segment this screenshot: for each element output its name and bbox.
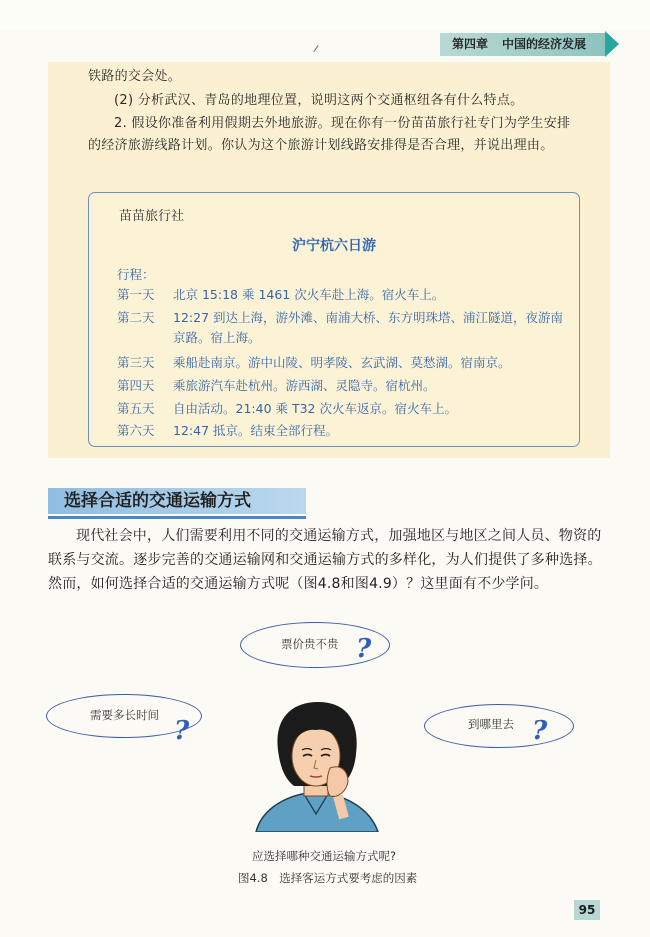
pencil-mark	[313, 45, 318, 52]
day-text: 自由活动。21:40 乘 T32 次火车返京。宿火车上。	[173, 401, 457, 416]
question-mark-icon: ?	[532, 716, 548, 746]
day-text: 北京 15:18 乘 1461 次火车赴上海。宿火车上。	[173, 287, 445, 302]
day-text: 乘船赴南京。游中山陵、明孝陵、玄武湖、莫愁湖。宿南京。	[173, 355, 511, 370]
day-label: 第六天	[117, 423, 155, 438]
figure-question: 应选择哪种交通运输方式呢?	[252, 849, 397, 863]
section-heading-underline	[48, 516, 306, 519]
day-text: 12:47 抵京。结束全部行程。	[173, 423, 338, 438]
day-label: 第三天	[117, 355, 155, 370]
thinking-woman-illustration	[248, 698, 384, 832]
chapter-number: 第四章	[452, 37, 489, 51]
bubble-text-time: 需要多长时间	[90, 708, 159, 722]
itinerary-box	[88, 192, 580, 447]
chapter-title: 中国的经济发展	[502, 37, 587, 51]
figure-caption: 图4.8 选择客运方式要考虑的因素	[238, 871, 418, 885]
agency-name: 苗苗旅行社	[119, 209, 185, 224]
page-number: 95	[574, 900, 600, 920]
question-mark-icon: ?	[356, 634, 372, 664]
itinerary-label: 行程：	[117, 267, 155, 282]
exercise-line-1: 铁路的交会处。	[88, 69, 182, 84]
day-label: 第五天	[117, 401, 155, 416]
bubble-text-price: 票价贵不贵	[281, 637, 339, 651]
page-top-strip	[0, 0, 650, 30]
day-text: 12:27 到达上海，游外滩、南浦大桥、东方明珠塔、浦江隧道，夜游南京路。宿上海。	[173, 310, 563, 345]
day-label: 第一天	[117, 287, 155, 302]
question-mark-icon: ?	[174, 716, 190, 746]
day-text: 乘旅游汽车赴杭州。游西湖、灵隐寺。宿杭州。	[173, 378, 436, 393]
chapter-header	[440, 33, 605, 56]
section-paragraph: 现代社会中，人们需要利用不同的交通运输方式，加强地区与地区之间人员、物资的联系与交流。逐步完善的交通运输网和交通运输方式的多样化，为人们提供了多种选择。然而，如何选择合适的交通运输方式呢（图4.8和图4.9）？这里面有不少学问。	[48, 528, 602, 592]
chapter-arrow-icon	[605, 31, 619, 57]
tour-title: 沪宁杭六日游	[292, 238, 376, 254]
exercise-question-2-sub: (2) 分析武汉、青岛的地理位置，说明这两个交通枢纽各有什么特点。	[114, 93, 524, 108]
exercise-question-2: 2. 假设你准备利用假期去外地旅游。现在你有一份苗苗旅行社专门为学生安排的经济旅游线路计划。你认为这个旅游计划线路安排得是否合理，并说出理由。	[88, 116, 571, 153]
day-label: 第四天	[117, 378, 155, 393]
day-label: 第二天	[117, 310, 155, 325]
section-title: 选择合适的交通运输方式	[64, 491, 251, 511]
bubble-text-destination: 到哪里去	[468, 717, 514, 731]
